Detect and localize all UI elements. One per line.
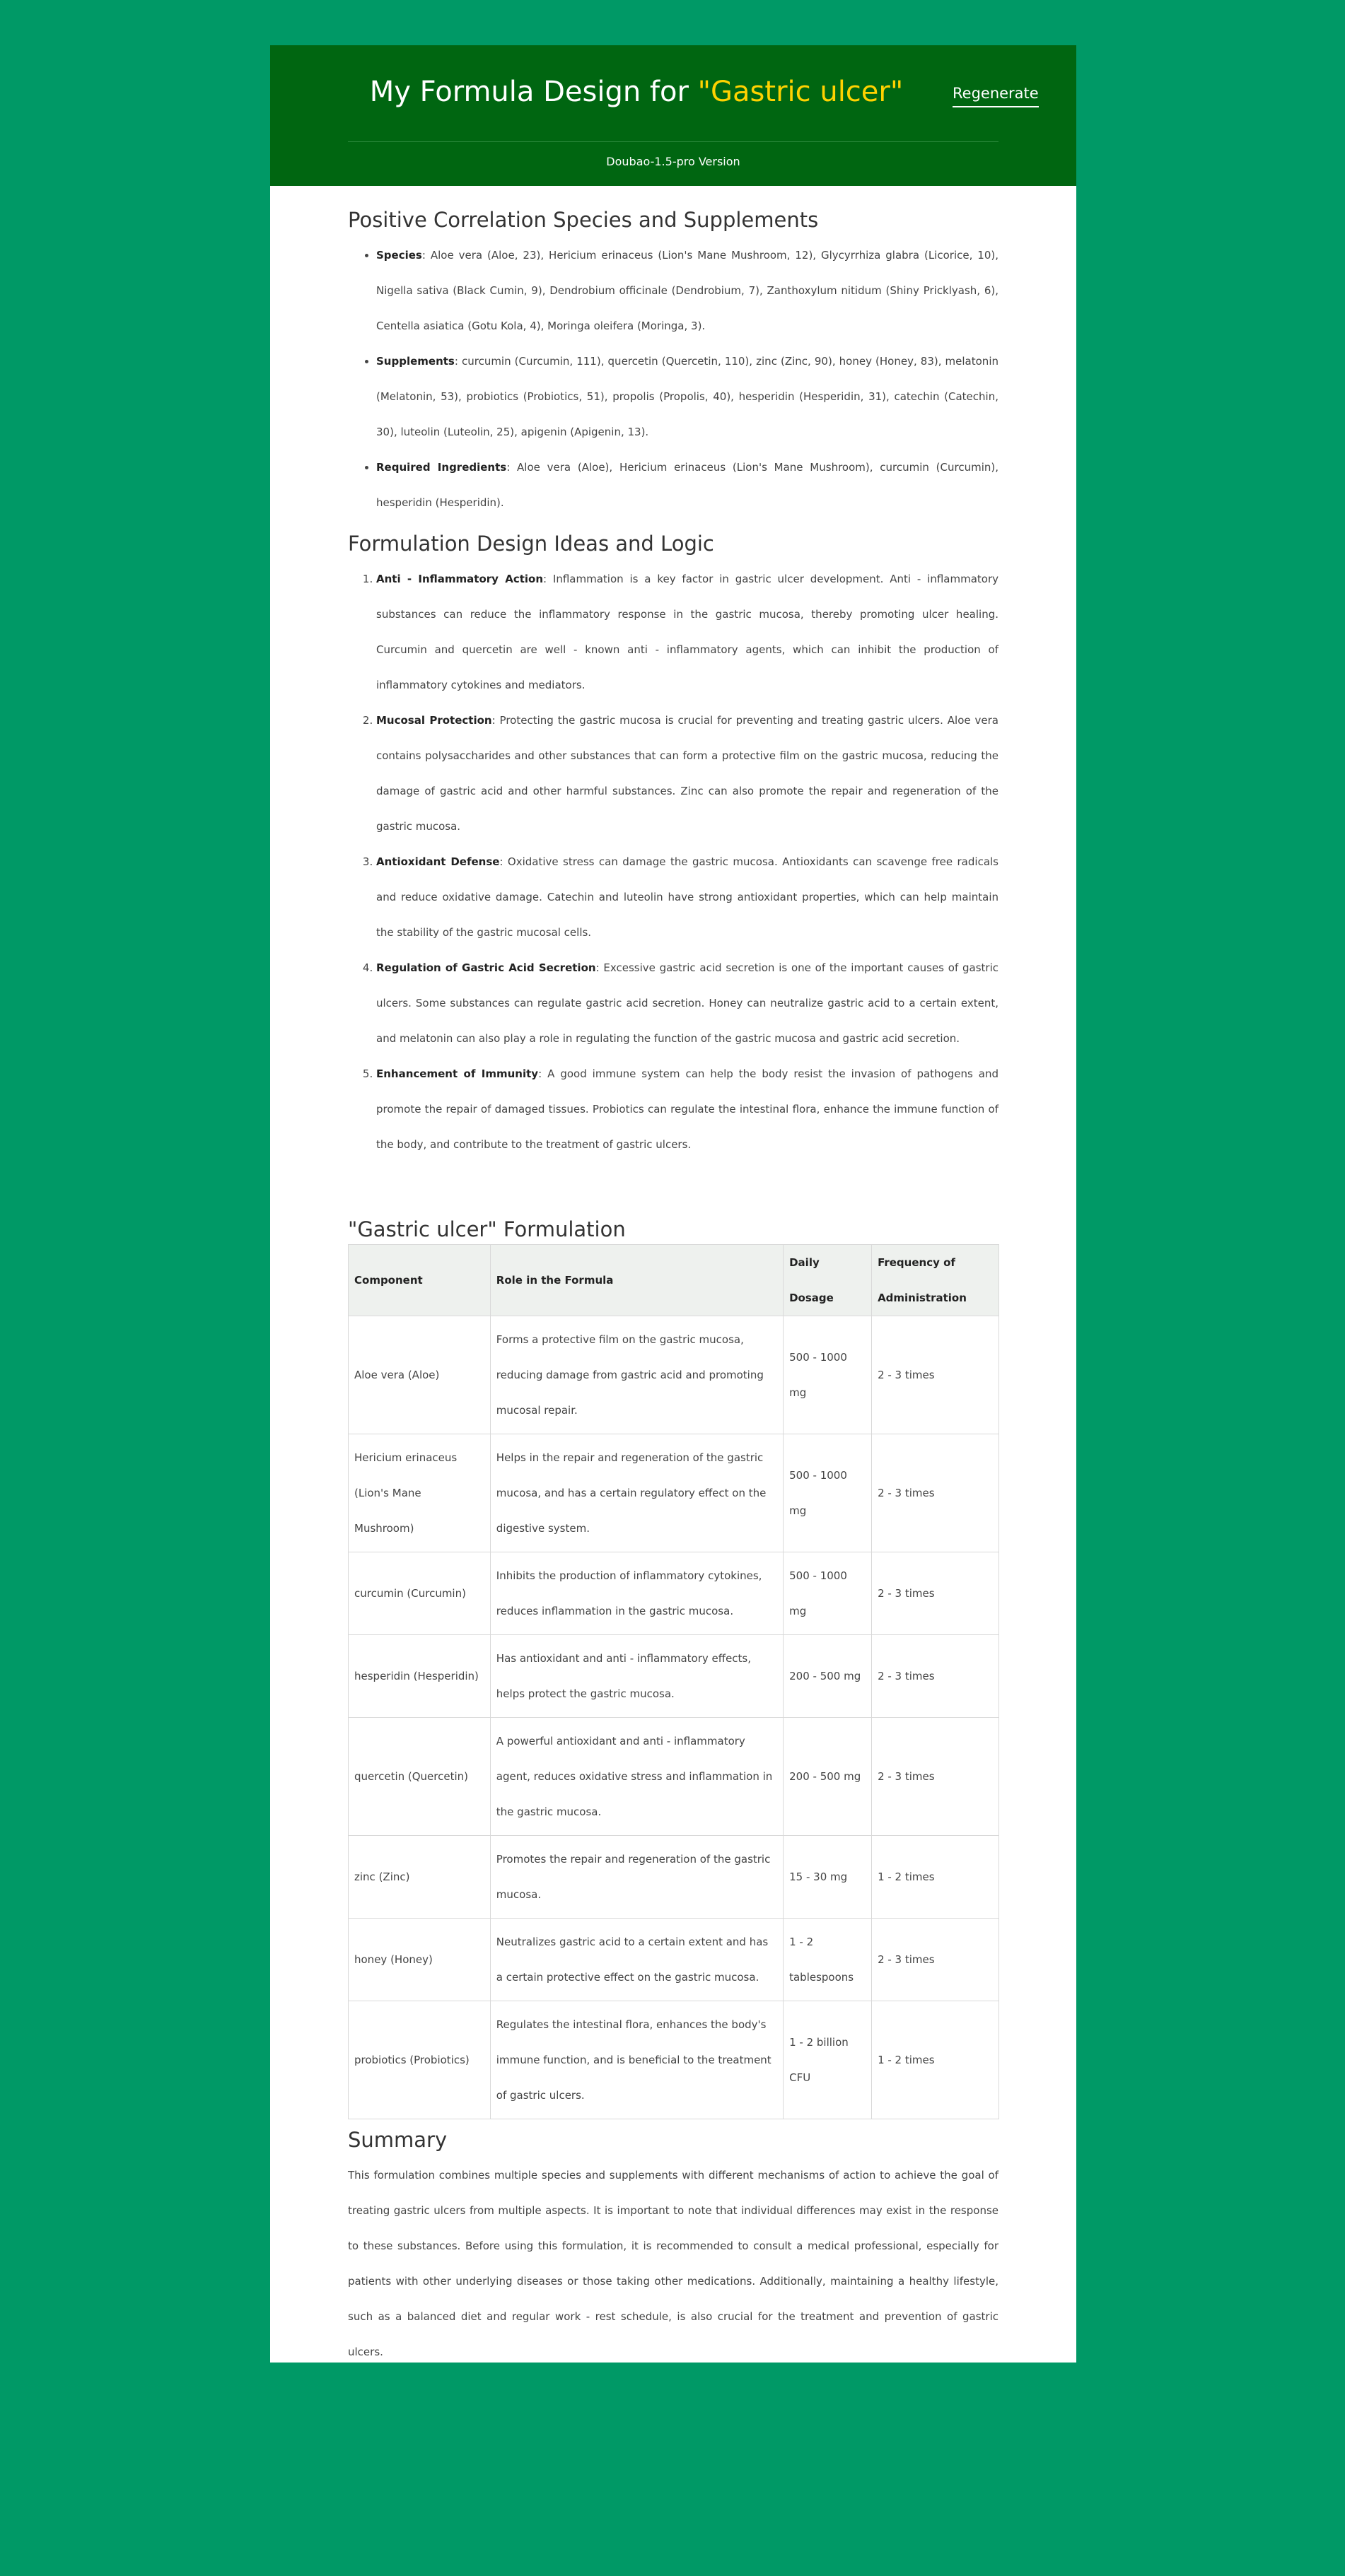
item-label: Species: [376, 249, 422, 262]
list-item: [376, 344, 998, 450]
item-text: : Aloe vera (Aloe, 23), Hericium erinaceus (Lion's Mane Mushroom, 12), Glycyrrhiza glabra (Licorice, 10), Nigella sativa (Black Cumin, 9), Dendrobium officinale (Dendrobium, 7), Zanthoxylum nitidum (Shiny Pricklyash, 6), Centella asiatica (Gotu Kola, 4), Moringa oleifera (Moringa, 3).: [376, 249, 998, 332]
table-row: [349, 1836, 999, 1919]
formulation-section: [348, 1214, 998, 2119]
table-cell: 200 - 500 mg: [784, 1718, 872, 1836]
table-cell: 1 - 2 billion CFU: [784, 2001, 872, 2119]
item-label: Required Ingredients: [376, 461, 507, 474]
table-row: [349, 1718, 999, 1836]
table-cell: Aloe vera (Aloe): [349, 1316, 491, 1434]
table-cell: probiotics (Probiotics): [349, 2001, 491, 2119]
table-row: [349, 1434, 999, 1552]
table-row: [349, 1919, 999, 2001]
species-list: [348, 238, 998, 520]
list-item: [376, 844, 998, 950]
column-header: Frequency of Administration: [872, 1245, 999, 1316]
header-divider: [348, 141, 998, 142]
item-label: Regulation of Gastric Acid Secretion: [376, 961, 596, 974]
table-cell: honey (Honey): [349, 1919, 491, 2001]
table-cell: 500 - 1000 mg: [784, 1434, 872, 1552]
table-cell: zinc (Zinc): [349, 1836, 491, 1919]
list-item: [376, 561, 998, 703]
design-section: [348, 529, 998, 1162]
table-row: [349, 1635, 999, 1718]
table-header-row: [349, 1245, 999, 1316]
item-text: : Excessive gastric acid secretion is one of the important causes of gastric ulcers. Some substances can regulate gastric acid secretion. Honey can neutralize gastric acid to a certain extent, and melatonin can also play a role in regulating the function of the gastric mucosa and gastric acid secretion.: [376, 961, 999, 1045]
table-cell: Inhibits the production of inflammatory cytokines, reduces inflammation in the gastric mucosa.: [490, 1552, 783, 1635]
item-label: Antioxidant Defense: [376, 855, 500, 868]
table-cell: Neutralizes gastric acid to a certain extent and has a certain protective effect on the gastric mucosa.: [490, 1919, 783, 2001]
list-item: [376, 950, 998, 1056]
design-heading: Formulation Design Ideas and Logic: [348, 532, 714, 556]
design-list: [348, 561, 998, 1162]
table-cell: 2 - 3 times: [872, 1434, 999, 1552]
table-cell: 2 - 3 times: [872, 1718, 999, 1836]
table-cell: hesperidin (Hesperidin): [349, 1635, 491, 1718]
summary-heading: Summary: [348, 2128, 448, 2152]
table-cell: Promotes the repair and regeneration of the gastric mucosa.: [490, 1836, 783, 1919]
header-banner: [270, 45, 1076, 186]
table-cell: 200 - 500 mg: [784, 1635, 872, 1718]
formulation-table: [348, 1244, 999, 2119]
item-text: : Protecting the gastric mucosa is crucial for preventing and treating gastric ulcers. Aloe vera contains polysaccharides and other substances that can form a protective film on the gastric mucosa, reducing the damage of gastric acid and other harmful substances. Zinc can also promote the repair and regeneration of the gastric mucosa.: [376, 714, 998, 833]
table-cell: Hericium erinaceus (Lion's Mane Mushroom): [349, 1434, 491, 1552]
table-cell: Forms a protective film on the gastric mucosa, reducing damage from gastric acid and promoting mucosal repair.: [490, 1316, 783, 1434]
list-item: [376, 450, 998, 520]
summary-section: [348, 2125, 998, 2370]
table-cell: 500 - 1000 mg: [784, 1552, 872, 1635]
item-text: : curcumin (Curcumin, 111), quercetin (Quercetin, 110), zinc (Zinc, 90), honey (Honey, 83), melatonin (Melatonin, 53), probiotics (Probiotics, 51), propolis (Propolis, 40), hesperidin (Hesperidin, 31), catechin (Catechin, 30), luteolin (Luteolin, 25), apigenin (Apigenin, 13).: [376, 355, 998, 438]
version-label: Doubao-1.5-pro Version: [606, 155, 740, 168]
table-cell: Has antioxidant and anti - inflammatory effects, helps protect the gastric mucosa.: [490, 1635, 783, 1718]
column-header: Component: [349, 1245, 491, 1316]
list-item: [376, 1056, 998, 1162]
species-section: [348, 205, 998, 520]
table-row: [349, 2001, 999, 2119]
formulation-heading: "Gastric ulcer" Formulation: [348, 1217, 626, 1241]
item-label: Mucosal Protection: [376, 714, 492, 727]
table-cell: 2 - 3 times: [872, 1316, 999, 1434]
item-text: : Oxidative stress can damage the gastric mucosa. Antioxidants can scavenge free radicals and reduce oxidative damage. Catechin and luteolin have strong antioxidant properties, which can help maintain the stability of the gastric mucosal cells.: [376, 855, 998, 939]
table-cell: quercetin (Quercetin): [349, 1718, 491, 1836]
table-cell: Helps in the repair and regeneration of the gastric mucosa, and has a certain regulatory effect on the digestive system.: [490, 1434, 783, 1552]
table-cell: A powerful antioxidant and anti - inflammatory agent, reduces oxidative stress and inflammation in the gastric mucosa.: [490, 1718, 783, 1836]
item-label: Enhancement of Immunity: [376, 1067, 539, 1080]
species-heading: Positive Correlation Species and Supplements: [348, 208, 819, 232]
regenerate-link[interactable]: Regenerate: [953, 83, 1039, 107]
table-cell: 1 - 2 tablespoons: [784, 1919, 872, 2001]
table-cell: 1 - 2 times: [872, 1836, 999, 1919]
item-label: Anti - Inflammatory Action: [376, 573, 544, 585]
table-cell: 2 - 3 times: [872, 1552, 999, 1635]
title-prefix: My Formula Design for: [369, 76, 698, 108]
table-cell: 2 - 3 times: [872, 1919, 999, 2001]
table-cell: 1 - 2 times: [872, 2001, 999, 2119]
item-text: : Inflammation is a key factor in gastric ulcer development. Anti - inflammatory substances can reduce the inflammatory response in the gastric mucosa, thereby promoting ulcer healing. Curcumin and quercetin are well - known anti - inflammatory agents, which can inhibit the production of inflammatory cytokines and mediators.: [376, 573, 998, 691]
page-title: [347, 74, 926, 110]
list-item: [376, 703, 998, 844]
column-header: Role in the Formula: [490, 1245, 783, 1316]
table-cell: Regulates the intestinal flora, enhances the body's immune function, and is beneficial to the treatment of gastric ulcers.: [490, 2001, 783, 2119]
table-cell: 500 - 1000 mg: [784, 1316, 872, 1434]
formula-card: [270, 45, 1076, 2363]
column-header: Daily Dosage: [784, 1245, 872, 1316]
table-row: [349, 1316, 999, 1434]
summary-text: This formulation combines multiple species and supplements with different mechanisms of action to achieve the goal of treating gastric ulcers from multiple aspects. It is important to note that individual differences may exist in the response to these substances. Before using this formulation, it is recommended to consult a medical professional, especially for patients with other underlying diseases or those taking other medications. Additionally, maintaining a healthy lifestyle, such as a balanced diet and regular work - rest schedule, is also crucial for the treatment and prevention of gastric ulcers.: [348, 2169, 998, 2358]
table-cell: curcumin (Curcumin): [349, 1552, 491, 1635]
table-cell: 2 - 3 times: [872, 1635, 999, 1718]
list-item: [376, 238, 998, 344]
item-text: : Aloe vera (Aloe), Hericium erinaceus (Lion's Mane Mushroom), curcumin (Curcumin), hesperidin (Hesperidin).: [376, 461, 998, 509]
title-highlight: "Gastric ulcer": [697, 76, 904, 108]
table-row: [349, 1552, 999, 1635]
item-text: : A good immune system can help the body resist the invasion of pathogens and promote the repair of damaged tissues. Probiotics can regulate the intestinal flora, enhance the immune function of the body, and contribute to the treatment of gastric ulcers.: [376, 1067, 998, 1151]
item-label: Supplements: [376, 355, 455, 368]
table-cell: 15 - 30 mg: [784, 1836, 872, 1919]
